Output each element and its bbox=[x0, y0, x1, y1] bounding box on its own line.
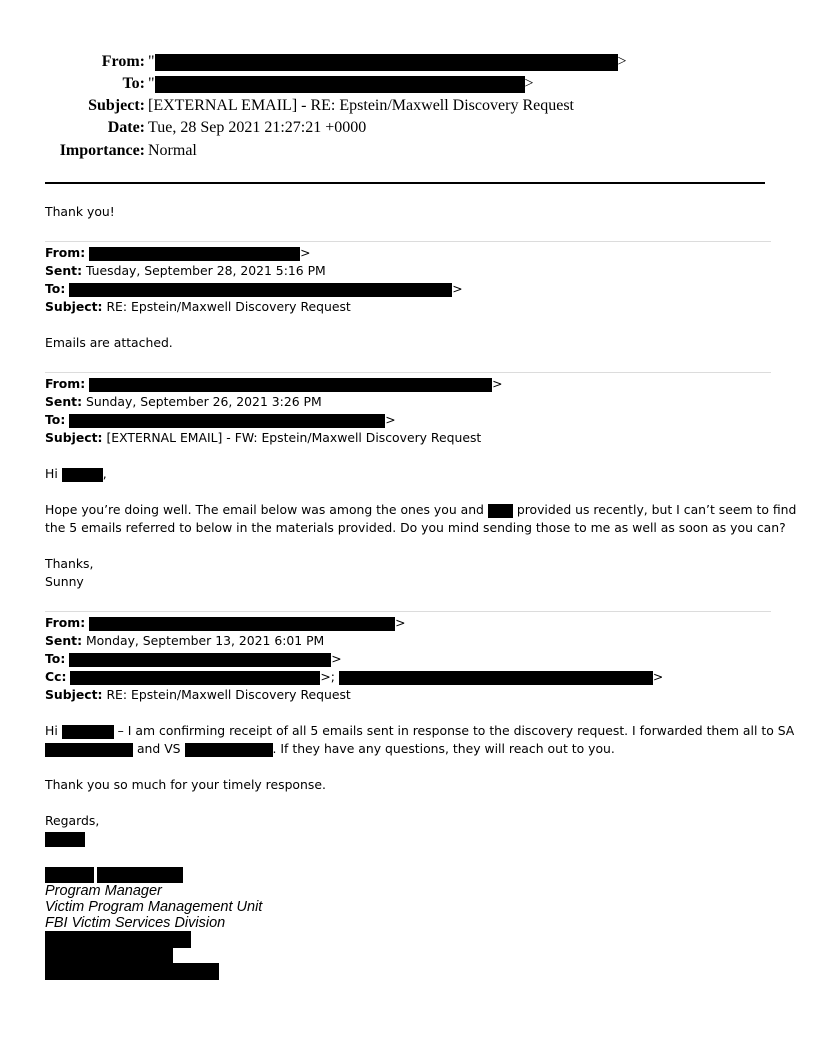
header-to-row bbox=[0, 75, 816, 95]
header-from-label: From: bbox=[101, 53, 145, 70]
redaction-block bbox=[45, 832, 85, 847]
header-from-value: " > bbox=[148, 53, 627, 70]
message-divider bbox=[45, 611, 771, 612]
header-importance-value: Normal bbox=[148, 142, 197, 159]
message3-to-row: To: > bbox=[45, 412, 396, 427]
message4-header bbox=[45, 614, 663, 704]
message4-sent-row: Sent: Monday, September 13, 2021 6:01 PM bbox=[45, 633, 325, 648]
message4-thanks: Thank you so much for your timely response. bbox=[45, 777, 326, 792]
message2-header bbox=[45, 244, 463, 316]
message2-to-row: To: > bbox=[45, 281, 463, 296]
header-to-label: To: bbox=[122, 75, 145, 92]
message3-subject-row: Subject: [EXTERNAL EMAIL] - FW: Epstein/Maxwell Discovery Request bbox=[45, 430, 482, 445]
signature-block bbox=[45, 883, 262, 931]
redaction-block bbox=[89, 617, 395, 631]
header-date-value: Tue, 28 Sep 2021 21:27:21 +0000 bbox=[148, 119, 367, 136]
redaction-block bbox=[488, 504, 513, 518]
redaction-block bbox=[45, 867, 94, 883]
message-divider bbox=[45, 372, 771, 373]
message2-from-row: From: > bbox=[45, 245, 311, 260]
redaction-block bbox=[69, 653, 331, 667]
header-date-label: Date: bbox=[107, 119, 145, 136]
signature-division: FBI Victim Services Division bbox=[45, 915, 226, 931]
message3-greeting: Hi , bbox=[45, 466, 107, 481]
header-date-row bbox=[0, 119, 816, 139]
message-divider bbox=[45, 241, 771, 242]
redaction-block bbox=[97, 867, 183, 883]
redaction-block bbox=[45, 931, 191, 948]
redaction-block bbox=[62, 468, 103, 482]
message3-from-row: From: > bbox=[45, 376, 503, 391]
redaction-block bbox=[45, 947, 173, 964]
signature-unit: Victim Program Management Unit bbox=[45, 899, 263, 915]
message3-header bbox=[45, 375, 503, 447]
message4-paragraph: Hi – I am confirming receipt of all 5 emails sent in response to the discovery request. I forwarded them all to SA and VS . If they have any questions, they will reach out to you. bbox=[45, 723, 795, 756]
message2-subject-row: Subject: RE: Epstein/Maxwell Discovery Request bbox=[45, 299, 351, 314]
redaction-block bbox=[70, 671, 320, 685]
message2-sent-row: Sent: Tuesday, September 28, 2021 5:16 PM bbox=[45, 263, 326, 278]
header-from-row bbox=[0, 53, 816, 73]
redaction-block bbox=[69, 283, 452, 297]
signature-title: Program Manager bbox=[45, 883, 162, 899]
redaction-block bbox=[155, 76, 525, 93]
message3-paragraph: Hope you’re doing well. The email below was among the ones you and provided us recently, but I can’t seem to find the 5 emails referred to below in the materials provided. Do you mind sending those to me as well as soon as you can? bbox=[45, 502, 797, 535]
message1-body: Thank you! bbox=[45, 204, 115, 219]
redaction-block bbox=[185, 743, 273, 757]
header-importance-row bbox=[0, 142, 816, 162]
redaction-block bbox=[69, 414, 385, 428]
redaction-block bbox=[89, 247, 300, 261]
redaction-block bbox=[155, 54, 618, 71]
redaction-block bbox=[62, 725, 114, 739]
redaction-block bbox=[45, 743, 133, 757]
header-subject-value: [EXTERNAL EMAIL] - RE: Epstein/Maxwell Discovery Request bbox=[148, 97, 574, 114]
message3-closing: Thanks, Sunny bbox=[45, 556, 94, 589]
message4-regards: Regards, bbox=[45, 813, 100, 828]
message2-body: Emails are attached. bbox=[45, 335, 173, 350]
header-subject-label: Subject: bbox=[88, 97, 145, 114]
header-subject-row bbox=[0, 97, 816, 117]
message3-sent-row: Sent: Sunday, September 26, 2021 3:26 PM bbox=[45, 394, 322, 409]
header-importance-label: Importance: bbox=[59, 142, 145, 159]
redaction-block bbox=[339, 671, 653, 685]
message4-cc-row: Cc: >; > bbox=[45, 669, 664, 684]
message4-subject-row: Subject: RE: Epstein/Maxwell Discovery Request bbox=[45, 687, 351, 702]
redaction-block bbox=[45, 963, 219, 980]
message4-to-row: To: > bbox=[45, 651, 342, 666]
header-divider bbox=[45, 182, 765, 184]
message4-from-row: From: > bbox=[45, 615, 406, 630]
header-to-value: " > bbox=[148, 75, 534, 92]
redaction-block bbox=[89, 378, 492, 392]
